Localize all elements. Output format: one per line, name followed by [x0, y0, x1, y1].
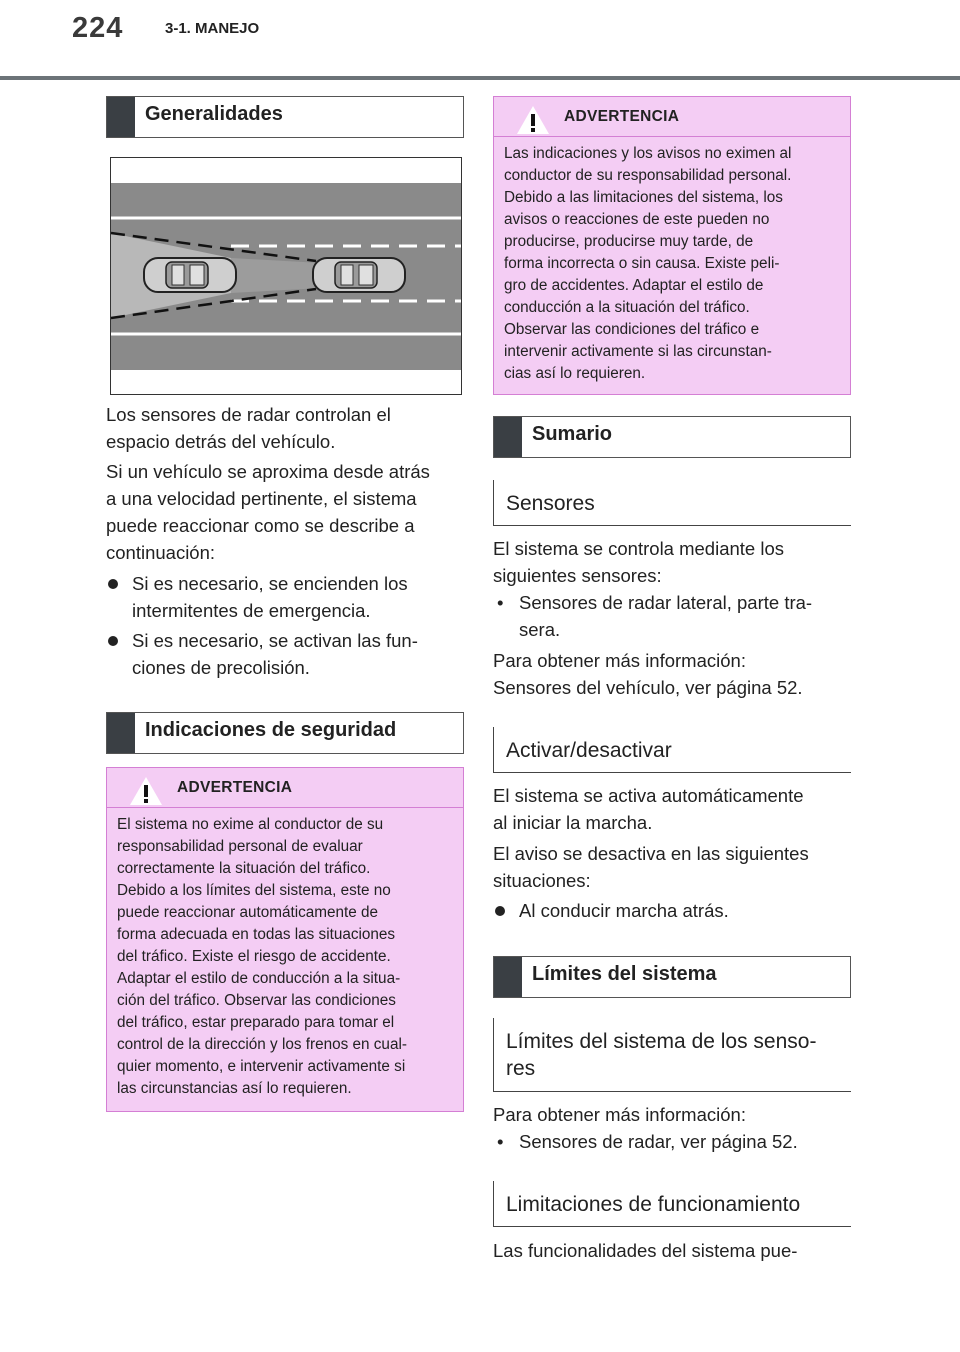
- bullet-dot: [108, 579, 118, 589]
- section-title-limites: Límites del sistema: [532, 963, 717, 985]
- section-title-seguridad: Indicaciones de seguridad: [145, 719, 397, 741]
- limites-dash-item: • Sensores de radar, ver página 52.: [497, 1131, 798, 1152]
- section-generalidades: [106, 96, 464, 138]
- sensores-more: Para obtener más información: Sensores del vehículo, ver página 52.: [493, 650, 803, 698]
- limitaciones-para: Las funcionalidades del sistema pue-: [493, 1240, 798, 1261]
- bullet-precolision: Si es necesario, se activan las fun- ciones de precolisión.: [106, 627, 466, 681]
- front-car: [313, 258, 405, 292]
- activar-para-2: El aviso se desactiva en las siguientes situaciones:: [493, 843, 809, 891]
- header-rule: [0, 76, 960, 80]
- warning-label: ADVERTENCIA: [177, 779, 293, 796]
- generalidades-para-2: Si un vehículo se aproxima desde atrás a una velocidad pertinente, el sistema puede reaccionar como se describe a continuación:: [106, 461, 430, 563]
- section-title-sumario: Sumario: [532, 423, 613, 445]
- section-limites: [493, 956, 851, 998]
- subheading-activar: Activar/desactivar: [493, 727, 851, 773]
- activar-para-1: El sistema se activa automáticamente al iniciar la marcha.: [493, 785, 804, 833]
- road-diagram: [111, 158, 461, 394]
- section-title: 3-1. MANEJO: [165, 20, 260, 37]
- warning-triangle-icon: [516, 105, 550, 135]
- warning-text: Las indicaciones y los avisos no eximen al conductor de su responsabilidad personal. Debido a las limitaciones del sistema, los avisos o reacciones de este pueden no producirse, producirse muy tarde, de forma incorrecta o sin causa. Existe peli- gro de accidentes. Adaptar el estilo de conducción a la situación del tráfico. Observar las condiciones del tráfico e intervenir activamente si las circunstan- cias así lo requieren.: [504, 145, 792, 382]
- sensores-dash-item: • Sensores de radar lateral, parte tra- sera.: [497, 592, 813, 640]
- bullet-dot: [108, 636, 118, 646]
- section-seguridad: [106, 712, 464, 754]
- sensores-para: El sistema se controla mediante los siguientes sensores:: [493, 538, 784, 586]
- warning-text: El sistema no exime al conductor de su responsabilidad personal de evaluar correctamente la situación del tráfico. Debido a los límites del sistema, este no puede reaccionar automáticamente de forma adecuada en todas las situaciones del tráfico. Existe el riesgo de accidente. Adaptar el estilo de conducción a la situa- ción del tráfico. Observar las condiciones del tráfico, estar preparado para tomar el control de la dirección y los frenos en cual- quier momento, e intervenir activamente si las circunstancias así lo requieren.: [117, 816, 407, 1097]
- warning-triangle-icon: [129, 776, 163, 806]
- radar-illustration: [110, 157, 462, 395]
- warning-label: ADVERTENCIA: [564, 108, 680, 125]
- warning-box-left: [106, 767, 464, 1112]
- bullet-dot: [495, 906, 505, 916]
- subheading-limitaciones: Limitaciones de funcionamiento: [493, 1181, 851, 1227]
- generalidades-para-1: Los sensores de radar controlan el espacio detrás del vehículo.: [106, 404, 391, 452]
- bullet-intermitentes: Si es necesario, se encienden los intermitentes de emergencia.: [106, 570, 466, 624]
- subheading-sensores: Sensores: [493, 480, 851, 526]
- page-number: 224: [72, 12, 124, 44]
- activar-bullet: Al conducir marcha atrás.: [493, 897, 853, 924]
- rear-car: [144, 258, 236, 292]
- subheading-limites-sensores: Límites del sistema de los senso- res: [493, 1018, 851, 1092]
- warning-box-right: [493, 96, 851, 395]
- limites-para: Para obtener más información:: [493, 1104, 746, 1125]
- section-title-generalidades: Generalidades: [145, 103, 283, 125]
- section-sumario: [493, 416, 851, 458]
